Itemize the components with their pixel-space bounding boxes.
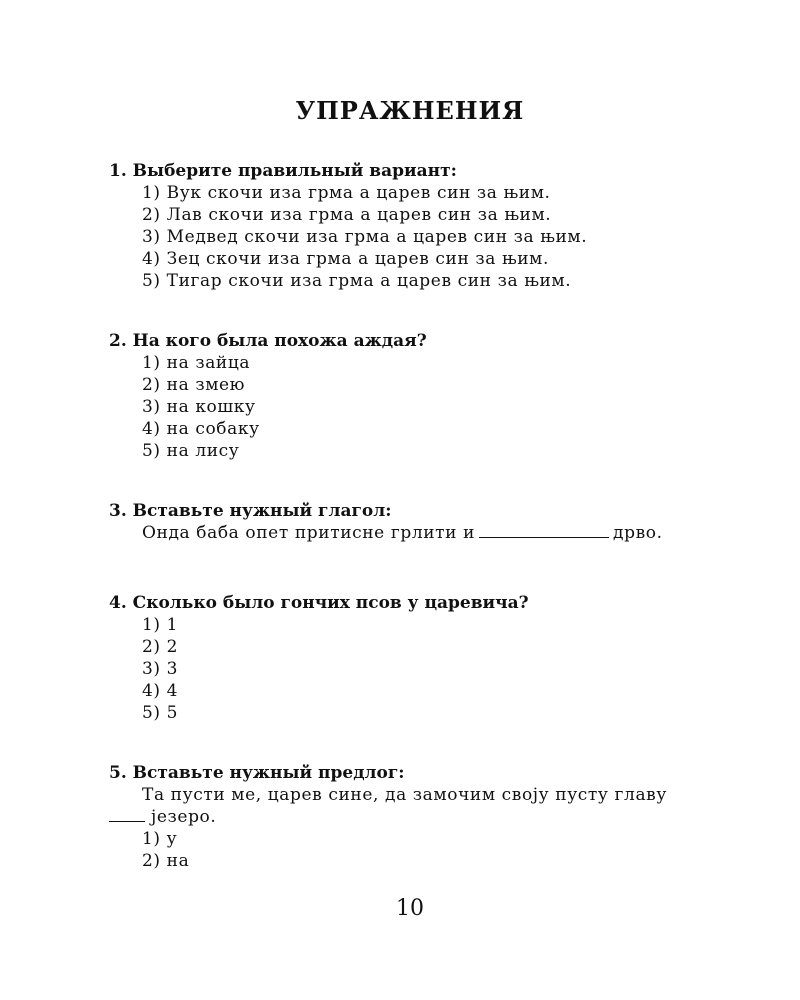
page-title: УПРАЖНЕНИЯ — [295, 96, 525, 125]
question-3 — [109, 500, 729, 544]
option-item: 3) Медвед скочи иза грма а царев син за њим. — [142, 227, 588, 247]
question-1-options — [109, 182, 729, 292]
sentence-start: Онда баба опет притисне грлити и — [142, 523, 476, 543]
option-item: 1) 1 — [142, 615, 179, 635]
option-item: 5) 5 — [142, 703, 179, 723]
option-item: 5) Тигар скочи иза грма а царев син за њим. — [142, 271, 572, 291]
page-number: 10 — [396, 896, 424, 921]
question-4 — [109, 592, 729, 724]
question-4-options — [109, 614, 729, 724]
option-item: 2) на змею — [142, 375, 246, 395]
option-item: 1) на зайца — [142, 353, 251, 373]
option-item: 1) Вук скочи иза грма а царев син за њим. — [142, 183, 551, 203]
option-item: 4) Зец скочи иза грма а царев син за њим. — [142, 249, 549, 269]
question-5 — [109, 762, 729, 872]
question-5-options — [109, 828, 729, 872]
question-5-heading: 5. Вставьте нужный предлог: — [109, 763, 405, 783]
option-item: 2) 2 — [142, 637, 179, 657]
option-item: 2) на — [142, 851, 190, 871]
question-3-heading: 3. Вставьте нужный глагол: — [109, 501, 392, 521]
sentence-end: језеро. — [151, 807, 217, 827]
sentence-start: Та пусти ме, царев сине, да замочим своју пусту главу — [142, 785, 667, 805]
answer-blank — [109, 807, 145, 822]
question-1 — [109, 160, 729, 292]
option-item: 2) Лав скочи иза грма а царев син за њим. — [142, 205, 552, 225]
option-item: 1) у — [142, 829, 178, 849]
question-3-sentence — [109, 522, 729, 544]
question-5-sentence — [109, 784, 709, 828]
question-2 — [109, 330, 729, 462]
option-item: 3) на кошку — [142, 397, 256, 417]
option-item: 3) 3 — [142, 659, 179, 679]
question-2-options — [109, 352, 729, 462]
question-4-heading: 4. Сколько было гончих псов у царевича? — [109, 593, 529, 613]
option-item: 4) 4 — [142, 681, 179, 701]
option-item: 5) на лису — [142, 441, 240, 461]
sentence-end: дрво. — [613, 523, 663, 543]
question-1-heading: 1. Выберите правильный вариант: — [109, 161, 457, 181]
question-2-heading: 2. На кого была похожа аждая? — [109, 331, 427, 351]
option-item: 4) на собаку — [142, 419, 260, 439]
answer-blank — [479, 523, 609, 538]
